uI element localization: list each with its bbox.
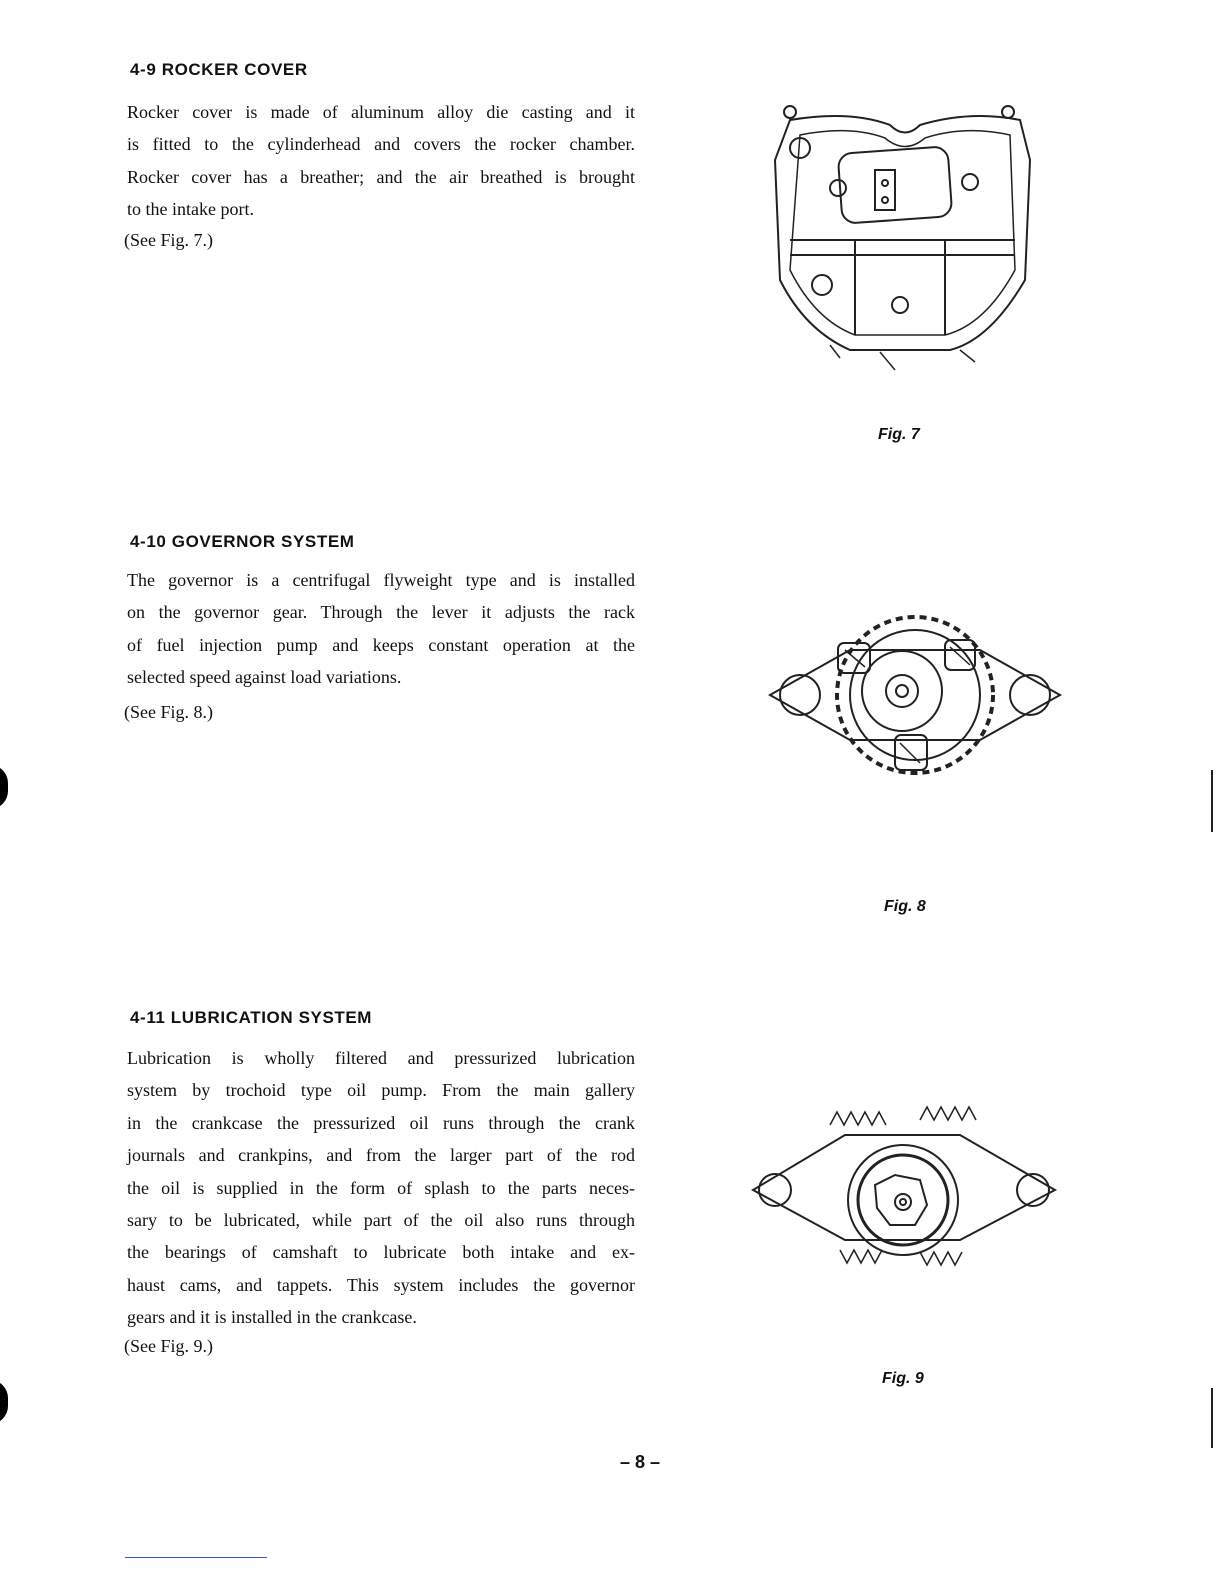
page-edge-mark <box>1211 1388 1213 1448</box>
figure-7-rocker-cover-image <box>760 100 1050 390</box>
body-line: of fuel injection pump and keeps constant operation at the <box>127 634 635 655</box>
body-line: to the intake port. <box>127 199 254 220</box>
punch-hole-mark <box>0 1380 8 1424</box>
page-edge-mark <box>1211 770 1213 832</box>
figure-8-governor-gear-image <box>760 595 1070 805</box>
body-line: haust cams, and tappets. This system includes the governor <box>127 1274 635 1295</box>
section-body-lubrication-system <box>127 1042 635 1334</box>
body-line: journals and crankpins, and from the larger part of the rod <box>127 1145 635 1166</box>
body-line: sary to be lubricated, while part of the oil also runs through <box>127 1210 635 1231</box>
figure-9-caption: Fig. 9 <box>882 1370 924 1387</box>
section-heading-governor-system: 4-10 GOVERNOR SYSTEM <box>130 532 355 551</box>
section-heading-lubrication-system: 4-11 LUBRICATION SYSTEM <box>130 1008 373 1027</box>
body-line: is fitted to the cylinderhead and covers the rocker chamber. <box>127 134 635 155</box>
section-heading-rocker-cover: 4-9 ROCKER COVER <box>130 60 308 79</box>
body-line: Rocker cover is made of aluminum alloy die casting and it <box>127 102 635 122</box>
body-line: the bearings of camshaft to lubricate both intake and ex- <box>127 1242 635 1263</box>
body-line: selected speed against load variations. <box>127 667 402 688</box>
section-body-rocker-cover <box>127 96 635 226</box>
body-line: in the crankcase the pressurized oil runs through the crank <box>127 1112 635 1133</box>
see-figure-reference: (See Fig. 9.) <box>124 1336 213 1356</box>
figure-9-oil-pump-image <box>745 1090 1065 1290</box>
body-line: Rocker cover has a breather; and the air breathed is brought <box>127 166 635 187</box>
section-body-governor-system <box>127 564 635 694</box>
punch-hole-mark <box>0 765 8 809</box>
page-number: – 8 – <box>620 1452 661 1472</box>
body-line: Lubrication is wholly filtered and pressurized lubrication <box>127 1048 635 1068</box>
see-figure-reference: (See Fig. 8.) <box>124 702 213 722</box>
body-line: The governor is a centrifugal flyweight type and is installed <box>127 570 635 590</box>
body-line: system by trochoid type oil pump. From the main gallery <box>127 1080 635 1101</box>
body-line: the oil is supplied in the form of splash to the parts neces- <box>127 1177 635 1198</box>
see-figure-reference: (See Fig. 7.) <box>124 230 213 250</box>
body-line: on the governor gear. Through the lever it adjusts the rack <box>127 602 635 623</box>
body-line: gears and it is installed in the crankcase. <box>127 1307 417 1328</box>
figure-8-caption: Fig. 8 <box>884 898 926 915</box>
figure-7-caption: Fig. 7 <box>878 426 920 443</box>
bottom-rule <box>125 1557 267 1558</box>
